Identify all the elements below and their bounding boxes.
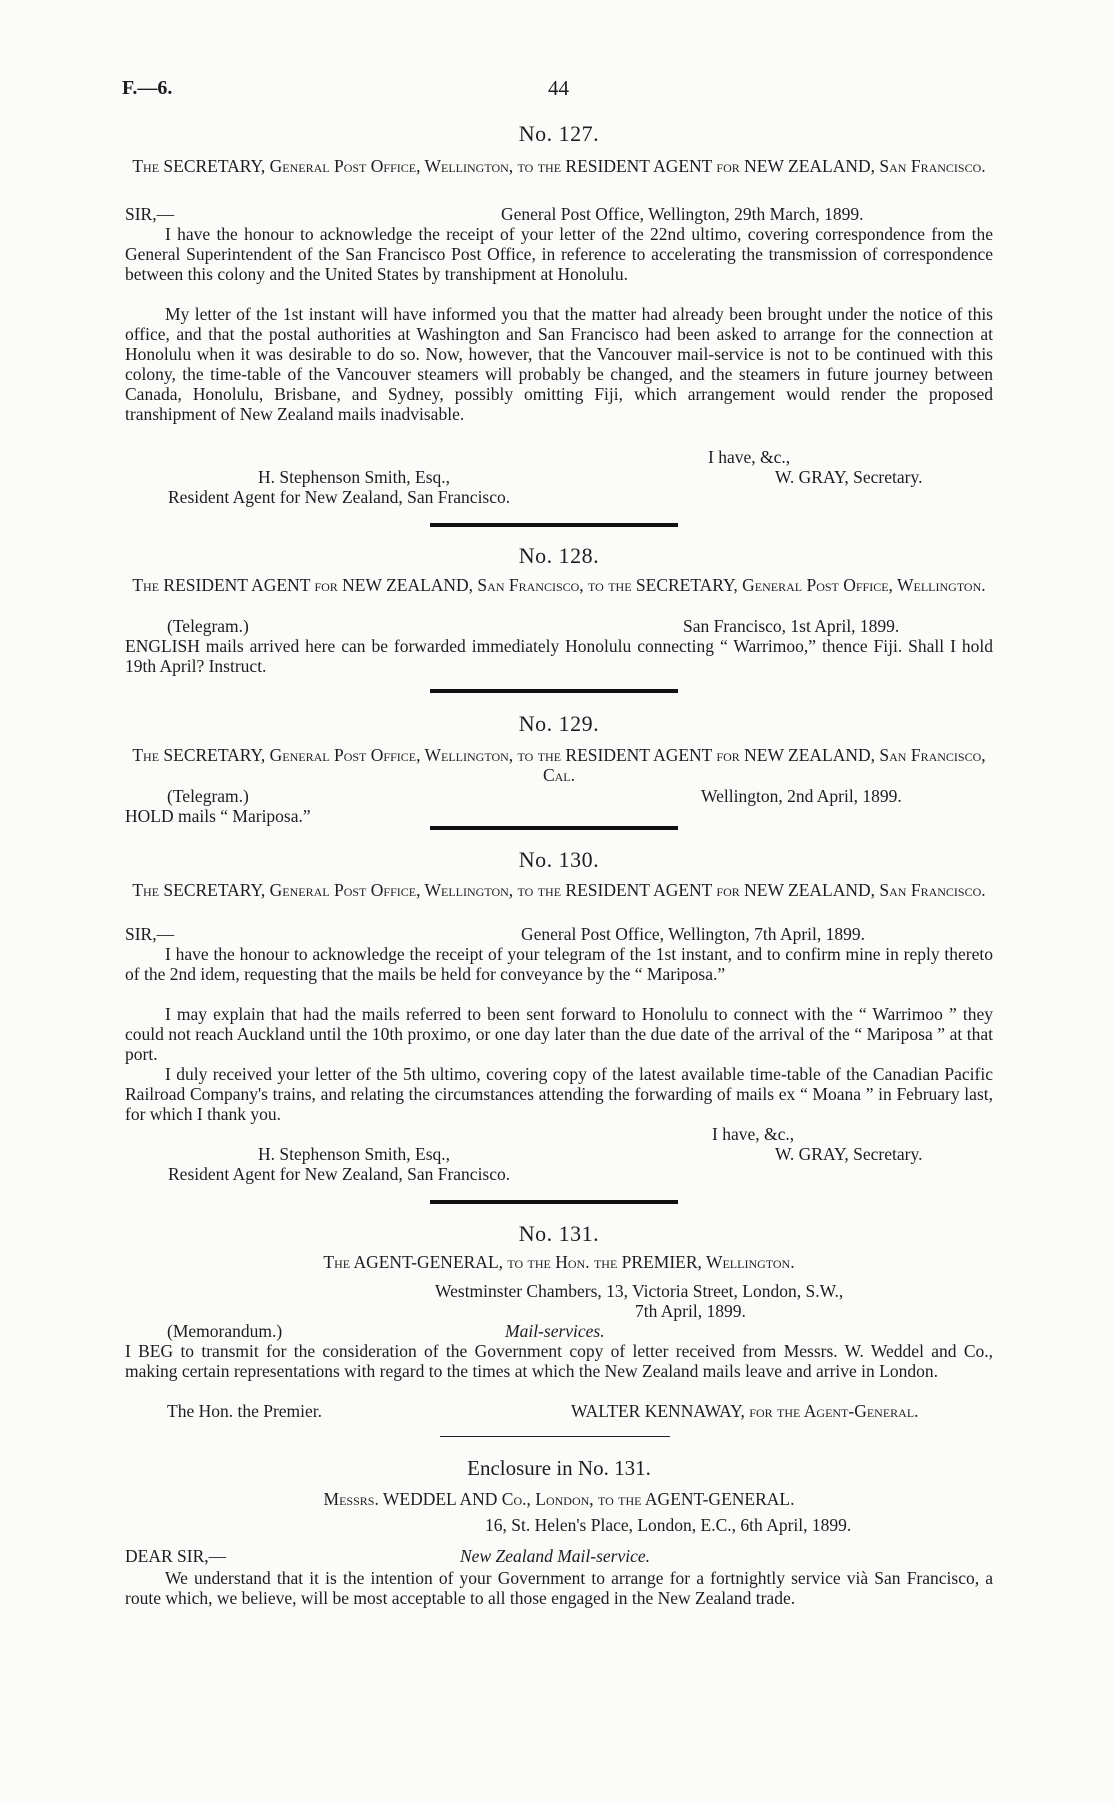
place-date: San Francisco, 1st April, 1899. — [683, 616, 900, 636]
closing: I have, &c., — [712, 1124, 795, 1144]
addressee-name: H. Stephenson Smith, Esq., — [258, 467, 451, 487]
enclosure-address-date: 16, St. Helen's Place, London, E.C., 6th April, 1899. — [485, 1515, 852, 1535]
paragraph: I duly received your letter of the 5th ultimo, covering copy of the latest available time-table of the Canadian Pacific Railroad Company's trains, and relating the circumstances attending the forwarding of mails ex “ Moana ” in February last, for which I thank you. — [125, 1064, 993, 1124]
letter-number: No. 129. — [518, 711, 600, 736]
sender-address: Westminster Chambers, 13, Victoria Street, London, S.W., — [435, 1281, 844, 1301]
paragraph: I have the honour to acknowledge the receipt of your telegram of the 1st instant, and to confirm mine in reply thereto of the 2nd idem, requesting that the mails be held for conveyance by the “ Mariposa.” — [125, 944, 993, 984]
salutation-row — [125, 924, 993, 944]
letter-number: No. 127. — [518, 121, 600, 146]
addressee-title: Resident Agent for New Zealand, San Francisco. — [168, 1164, 511, 1184]
salutation: SIR,— — [125, 924, 175, 944]
enclosure-salutation-row — [125, 1546, 993, 1566]
memorandum-row — [125, 1321, 993, 1341]
divider — [430, 523, 678, 527]
letter-from-to: The SECRETARY, General Post Office, Wellington, to the RESIDENT AGENT for NEW ZEALAND, San Francisco. — [132, 156, 986, 176]
salutation-row — [125, 204, 993, 224]
place-date: General Post Office, Wellington, 7th April, 1899. — [521, 924, 866, 944]
divider — [440, 1436, 670, 1437]
message-type: (Telegram.) — [167, 616, 249, 636]
addressee: The Hon. the Premier. — [167, 1401, 323, 1421]
addressee-name: H. Stephenson Smith, Esq., — [258, 1144, 451, 1164]
telegram-row — [125, 786, 993, 806]
subject: New Zealand Mail-service. — [460, 1546, 651, 1566]
message-type: (Telegram.) — [167, 786, 249, 806]
signature: W. GRAY, Secretary. — [775, 1144, 923, 1164]
telegram-row — [125, 616, 993, 636]
paragraph: We understand that it is the intention of your Government to arrange for a fortnightly service vià San Francisco, a route which, we believe, will be most acceptable to all those engaged in the New Zealand trade. — [125, 1568, 993, 1608]
signature-row — [125, 1401, 993, 1421]
place-date: Wellington, 2nd April, 1899. — [701, 786, 902, 806]
salutation: SIR,— — [125, 204, 175, 224]
memorandum-body: I BEG to transmit for the consideration of the Government copy of letter received from Messrs. W. Weddel and Co., making certain representations with regard to the times at which the New Zealand mails leave and arrive in London. — [125, 1341, 993, 1381]
paragraph: I have the honour to acknowledge the receipt of your letter of the 22nd ultimo, covering correspondence from the General Superintendent of the San Francisco Post Office, in reference to accelerating the transmission of correspondence between this colony and the United States by transhipment at Honolulu. — [125, 224, 993, 284]
letter-number: No. 131. — [518, 1221, 600, 1246]
telegram-body: ENGLISH mails arrived here can be forwarded immediately Honolulu connecting “ Warrimoo,” thence Fiji. Shall I hold 19th April? Instruct. — [125, 636, 993, 676]
letter-number: No. 128. — [518, 543, 600, 568]
letter-from-to: The SECRETARY, General Post Office, Wellington, to the RESIDENT AGENT for NEW ZEALAND, San Francisco, Cal. — [132, 745, 986, 785]
place-date: General Post Office, Wellington, 29th March, 1899. — [501, 204, 864, 224]
signature: W. GRAY, Secretary. — [775, 467, 923, 487]
letter-from-to: The AGENT-GENERAL, to the Hon. the PREMIER, Wellington. — [323, 1252, 795, 1272]
subject: Mail-services. — [505, 1321, 605, 1341]
divider — [430, 689, 678, 693]
paragraph: I may explain that had the mails referred to been sent forward to Honolulu to connect with the “ Warrimoo ” they could not reach Auckland until the 10th proximo, or one day later than the due date of the arrival of the “ Mariposa ” at that port. — [125, 1004, 993, 1064]
divider — [430, 1200, 678, 1204]
enclosure-from-to: Messrs. WEDDEL AND Co., London, to the AGENT-GENERAL. — [323, 1489, 795, 1509]
letter-from-to: The SECRETARY, General Post Office, Wellington, to the RESIDENT AGENT for NEW ZEALAND, San Francisco. — [132, 880, 986, 900]
enclosure-title: Enclosure in No. 131. — [467, 1456, 651, 1480]
letter-number: No. 130. — [518, 847, 600, 872]
page-number: 44 — [548, 76, 569, 100]
section-code: F.—6. — [122, 77, 173, 99]
salutation: DEAR SIR,— — [125, 1546, 227, 1566]
letter-from-to: The RESIDENT AGENT for NEW ZEALAND, San Francisco, to the SECRETARY, General Post Office, Wellington. — [132, 575, 986, 595]
telegram-body: HOLD mails “ Mariposa.” — [125, 806, 311, 826]
letter-date: 7th April, 1899. — [635, 1301, 746, 1321]
signature: WALTER KENNAWAY, for the Agent-General. — [571, 1401, 919, 1421]
message-type: (Memorandum.) — [167, 1321, 283, 1341]
addressee-title: Resident Agent for New Zealand, San Francisco. — [168, 487, 511, 507]
paragraph: My letter of the 1st instant will have informed you that the matter had already been brought under the notice of this office, and that the postal authorities at Washington and San Francisco had been asked to arrange for the connection at Honolulu when it was desirable to do so. Now, however, that the Vancouver mail-service is not to be continued with this colony, the time-table of the Vancouver steamers will probably be changed, and the steamers in future journey between Canada, Honolulu, Brisbane, and Sydney, possibly omitting Fiji, which arrangement would render the proposed transhipment of New Zealand mails inadvisable. — [125, 304, 993, 424]
divider — [430, 826, 678, 830]
closing: I have, &c., — [708, 447, 791, 467]
